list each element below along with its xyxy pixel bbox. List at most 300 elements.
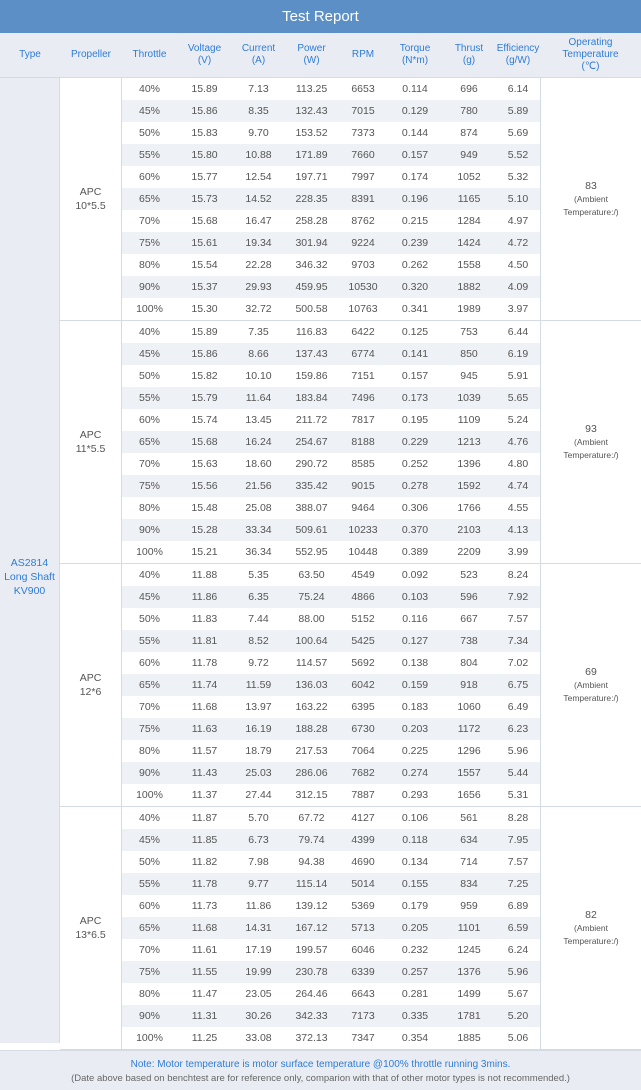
throttle-cell: 70% <box>138 701 160 713</box>
header-torque-label: Torque <box>399 43 431 54</box>
thrust-cell: 1592 <box>457 480 481 492</box>
current-cell: 11.86 <box>245 900 272 912</box>
torque-cell: 0.341 <box>401 303 429 315</box>
table-row <box>122 983 540 1005</box>
current-cell: 5.70 <box>248 812 269 824</box>
thrust-cell: 804 <box>460 657 478 669</box>
throttle-cell: 65% <box>138 679 160 691</box>
rpm-cell: 4549 <box>351 569 375 581</box>
rpm-cell: 6339 <box>351 966 375 978</box>
throttle-cell: 60% <box>138 900 160 912</box>
rpm-cell: 6395 <box>351 701 375 713</box>
efficiency-cell: 6.59 <box>507 922 529 934</box>
thrust-cell: 780 <box>460 105 478 117</box>
power-cell: 75.24 <box>298 591 325 603</box>
current-cell: 27.44 <box>245 789 272 801</box>
table-row <box>122 321 540 343</box>
current-cell: 7.13 <box>248 83 269 95</box>
torque-cell: 0.203 <box>401 723 429 735</box>
propeller-cell <box>60 321 122 563</box>
efficiency-cell: 5.91 <box>507 370 529 382</box>
throttle-cell: 55% <box>138 635 160 647</box>
table-row <box>122 541 540 563</box>
efficiency-cell: 5.20 <box>507 1010 529 1022</box>
table-row <box>122 586 540 608</box>
current-cell: 16.47 <box>245 215 272 227</box>
throttle-cell: 90% <box>138 1010 160 1022</box>
voltage-cell: 15.56 <box>191 480 218 492</box>
rpm-cell: 10763 <box>348 303 378 315</box>
table-row <box>122 276 540 298</box>
propeller-groups <box>60 78 641 1050</box>
propeller-brand: APC <box>79 915 102 927</box>
efficiency-cell: 7.25 <box>507 878 529 890</box>
throttle-cell: 40% <box>138 83 160 95</box>
voltage-cell: 11.81 <box>191 635 218 647</box>
power-cell: 459.95 <box>295 281 328 293</box>
torque-cell: 0.257 <box>401 966 429 978</box>
rpm-cell: 8188 <box>351 436 375 448</box>
header-voltage <box>177 33 232 77</box>
current-cell: 10.88 <box>245 149 272 161</box>
rpm-cell: 5713 <box>351 922 375 934</box>
current-cell: 9.70 <box>248 127 269 139</box>
thrust-cell: 667 <box>460 613 478 625</box>
torque-cell: 0.306 <box>401 502 429 514</box>
thrust-cell: 1989 <box>457 303 481 315</box>
footnote-sub: (Date above based on benchtest are for reference only, comparion with that of other motor types is not recommended.) <box>71 1073 570 1084</box>
ambient-label-2: Temperature:/) <box>563 693 619 703</box>
header-power-unit: (W) <box>303 55 320 66</box>
voltage-cell: 15.28 <box>191 524 218 536</box>
rpm-cell: 9464 <box>351 502 375 514</box>
torque-cell: 0.196 <box>401 193 429 205</box>
thrust-cell: 753 <box>460 326 478 338</box>
thrust-cell: 561 <box>460 812 478 824</box>
current-cell: 6.35 <box>248 591 269 603</box>
torque-cell: 0.157 <box>401 370 429 382</box>
efficiency-cell: 7.57 <box>507 856 529 868</box>
table-row <box>122 807 540 829</box>
efficiency-cell: 7.02 <box>507 657 529 669</box>
thrust-cell: 1039 <box>457 392 481 404</box>
power-cell: 388.07 <box>295 502 328 514</box>
table-row <box>122 254 540 276</box>
efficiency-cell: 7.34 <box>507 635 529 647</box>
table-row <box>122 232 540 254</box>
current-cell: 32.72 <box>245 303 272 315</box>
rpm-cell: 10233 <box>348 524 378 536</box>
header-efficiency-unit: (g/W) <box>505 55 531 66</box>
efficiency-cell: 5.52 <box>507 149 529 161</box>
power-cell: 116.83 <box>295 326 328 338</box>
torque-cell: 0.174 <box>401 171 429 183</box>
power-cell: 114.57 <box>295 657 328 669</box>
current-cell: 18.79 <box>245 745 272 757</box>
table-body <box>0 78 641 1050</box>
throttle-cell: 90% <box>138 524 160 536</box>
ambient-label-1: (Ambient <box>573 923 608 933</box>
header-temperature-label-1: Operating <box>568 37 613 48</box>
torque-cell: 0.116 <box>402 613 428 625</box>
thrust-cell: 834 <box>460 878 478 890</box>
torque-cell: 0.195 <box>401 414 429 426</box>
throttle-cell: 100% <box>136 1032 163 1044</box>
throttle-cell: 80% <box>138 259 160 271</box>
torque-cell: 0.274 <box>401 767 429 779</box>
current-cell: 8.52 <box>248 635 269 647</box>
rpm-cell: 7997 <box>351 171 375 183</box>
rpm-cell: 6653 <box>351 83 375 95</box>
current-cell: 29.93 <box>245 281 272 293</box>
torque-cell: 0.127 <box>401 635 429 647</box>
voltage-cell: 15.86 <box>191 348 218 360</box>
efficiency-cell: 4.76 <box>507 436 529 448</box>
footnote <box>0 1050 641 1090</box>
torque-cell: 0.232 <box>401 944 429 956</box>
torque-cell: 0.293 <box>401 789 429 801</box>
current-cell: 30.26 <box>245 1010 272 1022</box>
header-current-unit: (A) <box>251 55 266 66</box>
rpm-cell: 7015 <box>351 105 375 117</box>
header-power-label: Power <box>297 43 326 54</box>
power-cell: 312.15 <box>295 789 328 801</box>
voltage-cell: 15.30 <box>191 303 218 315</box>
voltage-cell: 15.89 <box>191 326 218 338</box>
voltage-cell: 15.77 <box>191 171 218 183</box>
table-row <box>122 519 540 541</box>
power-cell: 346.32 <box>295 259 328 271</box>
voltage-cell: 11.85 <box>191 834 218 846</box>
header-power <box>285 33 338 77</box>
voltage-cell: 11.57 <box>191 745 218 757</box>
efficiency-cell: 5.89 <box>507 105 529 117</box>
efficiency-cell: 5.69 <box>507 127 529 139</box>
torque-cell: 0.125 <box>401 326 429 338</box>
throttle-cell: 90% <box>138 767 160 779</box>
power-cell: 67.72 <box>298 812 325 824</box>
header-thrust-label: Thrust <box>454 43 484 54</box>
thrust-cell: 1558 <box>457 259 481 271</box>
current-cell: 17.19 <box>245 944 272 956</box>
thrust-cell: 696 <box>460 83 478 95</box>
propeller-size: 11*5.5 <box>75 443 106 455</box>
current-cell: 12.54 <box>245 171 272 183</box>
throttle-cell: 45% <box>138 105 160 117</box>
propeller-group <box>60 807 641 1050</box>
header-rpm: RPM <box>351 49 375 60</box>
voltage-cell: 15.48 <box>191 502 218 514</box>
voltage-cell: 11.83 <box>191 613 218 625</box>
torque-cell: 0.320 <box>401 281 429 293</box>
voltage-cell: 15.82 <box>191 370 218 382</box>
table-row <box>122 409 540 431</box>
current-cell: 8.66 <box>248 348 269 360</box>
temperature-cell <box>540 807 641 1049</box>
efficiency-cell: 5.10 <box>507 193 529 205</box>
thrust-cell: 596 <box>460 591 478 603</box>
efficiency-cell: 4.80 <box>507 458 529 470</box>
torque-cell: 0.106 <box>401 812 429 824</box>
voltage-cell: 15.68 <box>191 215 218 227</box>
power-cell: 88.00 <box>298 613 325 625</box>
power-cell: 211.72 <box>295 414 328 426</box>
throttle-cell: 50% <box>138 370 160 382</box>
rpm-cell: 6422 <box>351 326 375 338</box>
torque-cell: 0.103 <box>401 591 429 603</box>
torque-cell: 0.159 <box>401 679 429 691</box>
throttle-cell: 40% <box>138 812 160 824</box>
torque-cell: 0.173 <box>401 392 429 404</box>
voltage-cell: 15.86 <box>191 105 218 117</box>
power-cell: 254.67 <box>295 436 328 448</box>
current-cell: 22.28 <box>245 259 272 271</box>
table-row <box>122 829 540 851</box>
torque-cell: 0.354 <box>401 1032 429 1044</box>
torque-cell: 0.215 <box>401 215 429 227</box>
efficiency-cell: 4.13 <box>507 524 529 536</box>
throttle-cell: 40% <box>138 326 160 338</box>
throttle-cell: 55% <box>138 392 160 404</box>
voltage-cell: 15.89 <box>191 83 218 95</box>
table-row <box>122 674 540 696</box>
table-row <box>122 78 540 100</box>
data-rows <box>122 807 540 1049</box>
efficiency-cell: 4.72 <box>507 237 529 249</box>
table-row <box>122 696 540 718</box>
power-cell: 500.58 <box>295 303 328 315</box>
voltage-cell: 11.37 <box>191 789 218 801</box>
header-propeller: Propeller <box>70 49 112 60</box>
footnote-main: Note: Motor temperature is motor surface temperature @100% throttle running 3mins. <box>130 1059 511 1070</box>
voltage-cell: 11.87 <box>191 812 218 824</box>
table-row <box>122 100 540 122</box>
throttle-cell: 75% <box>138 237 160 249</box>
torque-cell: 0.114 <box>402 83 428 95</box>
power-cell: 136.03 <box>295 679 328 691</box>
voltage-cell: 15.83 <box>191 127 218 139</box>
efficiency-cell: 6.19 <box>507 348 529 360</box>
torque-cell: 0.141 <box>401 348 429 360</box>
thrust-cell: 1245 <box>457 944 481 956</box>
throttle-cell: 100% <box>136 546 163 558</box>
propeller-cell <box>60 807 122 1049</box>
torque-cell: 0.205 <box>401 922 429 934</box>
voltage-cell: 11.25 <box>191 1032 218 1044</box>
voltage-cell: 11.31 <box>191 1010 218 1022</box>
thrust-cell: 738 <box>460 635 478 647</box>
propeller-brand: APC <box>79 429 102 441</box>
power-cell: 290.72 <box>295 458 328 470</box>
voltage-cell: 11.74 <box>191 679 218 691</box>
table-row <box>122 718 540 740</box>
data-rows <box>122 321 540 563</box>
table-row <box>122 144 540 166</box>
rpm-cell: 7151 <box>351 370 375 382</box>
power-cell: 167.12 <box>295 922 328 934</box>
torque-cell: 0.278 <box>401 480 429 492</box>
propeller-group <box>60 564 641 807</box>
torque-cell: 0.389 <box>401 546 429 558</box>
thrust-cell: 1060 <box>457 701 481 713</box>
throttle-cell: 65% <box>138 193 160 205</box>
current-cell: 21.56 <box>245 480 272 492</box>
table-header <box>0 33 641 78</box>
efficiency-cell: 5.67 <box>507 988 529 1000</box>
table-row <box>122 298 540 320</box>
table-row <box>122 762 540 784</box>
current-cell: 14.52 <box>245 193 272 205</box>
power-cell: 509.61 <box>295 524 328 536</box>
voltage-cell: 15.54 <box>191 259 218 271</box>
efficiency-cell: 6.44 <box>507 326 529 338</box>
efficiency-cell: 4.74 <box>507 480 529 492</box>
thrust-cell: 2209 <box>457 546 481 558</box>
power-cell: 264.46 <box>295 988 328 1000</box>
table-row <box>122 608 540 630</box>
rpm-cell: 8762 <box>351 215 375 227</box>
throttle-cell: 45% <box>138 348 160 360</box>
power-cell: 183.84 <box>295 392 328 404</box>
power-cell: 258.28 <box>295 215 328 227</box>
torque-cell: 0.138 <box>401 657 429 669</box>
current-cell: 11.64 <box>245 392 272 404</box>
rpm-cell: 9015 <box>351 480 375 492</box>
rpm-cell: 7173 <box>351 1010 375 1022</box>
efficiency-cell: 8.28 <box>507 812 529 824</box>
data-rows <box>122 564 540 806</box>
header-efficiency <box>496 33 540 77</box>
propeller-group <box>60 321 641 564</box>
table-row <box>122 1027 540 1049</box>
thrust-cell: 1165 <box>457 193 481 205</box>
voltage-cell: 15.74 <box>191 414 218 426</box>
header-type: Type <box>19 49 41 60</box>
report-title: Test Report <box>0 0 641 33</box>
throttle-cell: 60% <box>138 414 160 426</box>
torque-cell: 0.239 <box>401 237 429 249</box>
torque-cell: 0.179 <box>401 900 429 912</box>
power-cell: 139.12 <box>295 900 328 912</box>
power-cell: 94.38 <box>298 856 325 868</box>
torque-cell: 0.155 <box>401 878 429 890</box>
efficiency-cell: 4.55 <box>507 502 529 514</box>
rpm-cell: 7373 <box>351 127 375 139</box>
ambient-label-1: (Ambient <box>573 680 608 690</box>
voltage-cell: 15.63 <box>191 458 218 470</box>
throttle-cell: 50% <box>138 127 160 139</box>
torque-cell: 0.134 <box>401 856 429 868</box>
table-row <box>122 188 540 210</box>
header-torque <box>388 33 442 77</box>
rpm-cell: 7496 <box>351 392 375 404</box>
efficiency-cell: 8.24 <box>507 569 529 581</box>
thrust-cell: 714 <box>460 856 478 868</box>
voltage-cell: 15.73 <box>191 193 218 205</box>
ambient-label-2: Temperature:/) <box>563 207 619 217</box>
temperature-value: 69 <box>585 666 597 678</box>
torque-cell: 0.335 <box>401 1010 429 1022</box>
torque-cell: 0.252 <box>401 458 429 470</box>
efficiency-cell: 6.23 <box>507 723 529 735</box>
header-temperature-label-2: Temperature <box>562 49 619 60</box>
motor-type-kv: KV900 <box>13 584 46 597</box>
temperature-cell <box>540 78 641 320</box>
propeller-cell <box>60 564 122 806</box>
thrust-cell: 918 <box>460 679 478 691</box>
table-row <box>122 630 540 652</box>
throttle-cell: 80% <box>138 745 160 757</box>
table-row <box>122 917 540 939</box>
rpm-cell: 5014 <box>351 878 375 890</box>
throttle-cell: 80% <box>138 502 160 514</box>
rpm-cell: 6042 <box>351 679 375 691</box>
power-cell: 217.53 <box>295 745 328 757</box>
thrust-cell: 1284 <box>457 215 481 227</box>
throttle-cell: 75% <box>138 966 160 978</box>
rpm-cell: 4127 <box>351 812 375 824</box>
rpm-cell: 7660 <box>351 149 375 161</box>
efficiency-cell: 5.96 <box>507 745 529 757</box>
rpm-cell: 5425 <box>351 635 375 647</box>
torque-cell: 0.262 <box>401 259 429 271</box>
rpm-cell: 4690 <box>351 856 375 868</box>
voltage-cell: 15.79 <box>191 392 218 404</box>
table-row <box>122 784 540 806</box>
throttle-cell: 75% <box>138 723 160 735</box>
current-cell: 9.72 <box>248 657 269 669</box>
thrust-cell: 1656 <box>457 789 481 801</box>
efficiency-cell: 5.32 <box>507 171 529 183</box>
rpm-cell: 6643 <box>351 988 375 1000</box>
current-cell: 33.08 <box>245 1032 272 1044</box>
rpm-cell: 6046 <box>351 944 375 956</box>
throttle-cell: 70% <box>138 458 160 470</box>
voltage-cell: 11.68 <box>191 701 218 713</box>
voltage-cell: 11.86 <box>191 591 218 603</box>
temperature-value: 93 <box>585 423 597 435</box>
power-cell: 63.50 <box>298 569 325 581</box>
rpm-cell: 5692 <box>351 657 375 669</box>
thrust-cell: 1499 <box>457 988 481 1000</box>
ambient-label-2: Temperature:/) <box>563 450 619 460</box>
motor-type-model: AS2814 <box>10 556 49 569</box>
rpm-cell: 5369 <box>351 900 375 912</box>
torque-cell: 0.183 <box>401 701 429 713</box>
power-cell: 228.35 <box>295 193 328 205</box>
throttle-cell: 100% <box>136 303 163 315</box>
current-cell: 33.34 <box>245 524 272 536</box>
efficiency-cell: 5.44 <box>507 767 529 779</box>
rpm-cell: 9224 <box>351 237 375 249</box>
power-cell: 230.78 <box>295 966 328 978</box>
power-cell: 335.42 <box>295 480 328 492</box>
power-cell: 132.43 <box>295 105 328 117</box>
thrust-cell: 949 <box>460 149 478 161</box>
torque-cell: 0.370 <box>401 524 429 536</box>
thrust-cell: 523 <box>460 569 478 581</box>
rpm-cell: 10530 <box>348 281 378 293</box>
voltage-cell: 15.61 <box>191 237 218 249</box>
efficiency-cell: 5.65 <box>507 392 529 404</box>
throttle-cell: 70% <box>138 215 160 227</box>
ambient-label-1: (Ambient <box>573 437 608 447</box>
table-row <box>122 387 540 409</box>
table-row <box>122 873 540 895</box>
power-cell: 100.64 <box>295 635 328 647</box>
current-cell: 25.03 <box>245 767 272 779</box>
rpm-cell: 8391 <box>351 193 375 205</box>
